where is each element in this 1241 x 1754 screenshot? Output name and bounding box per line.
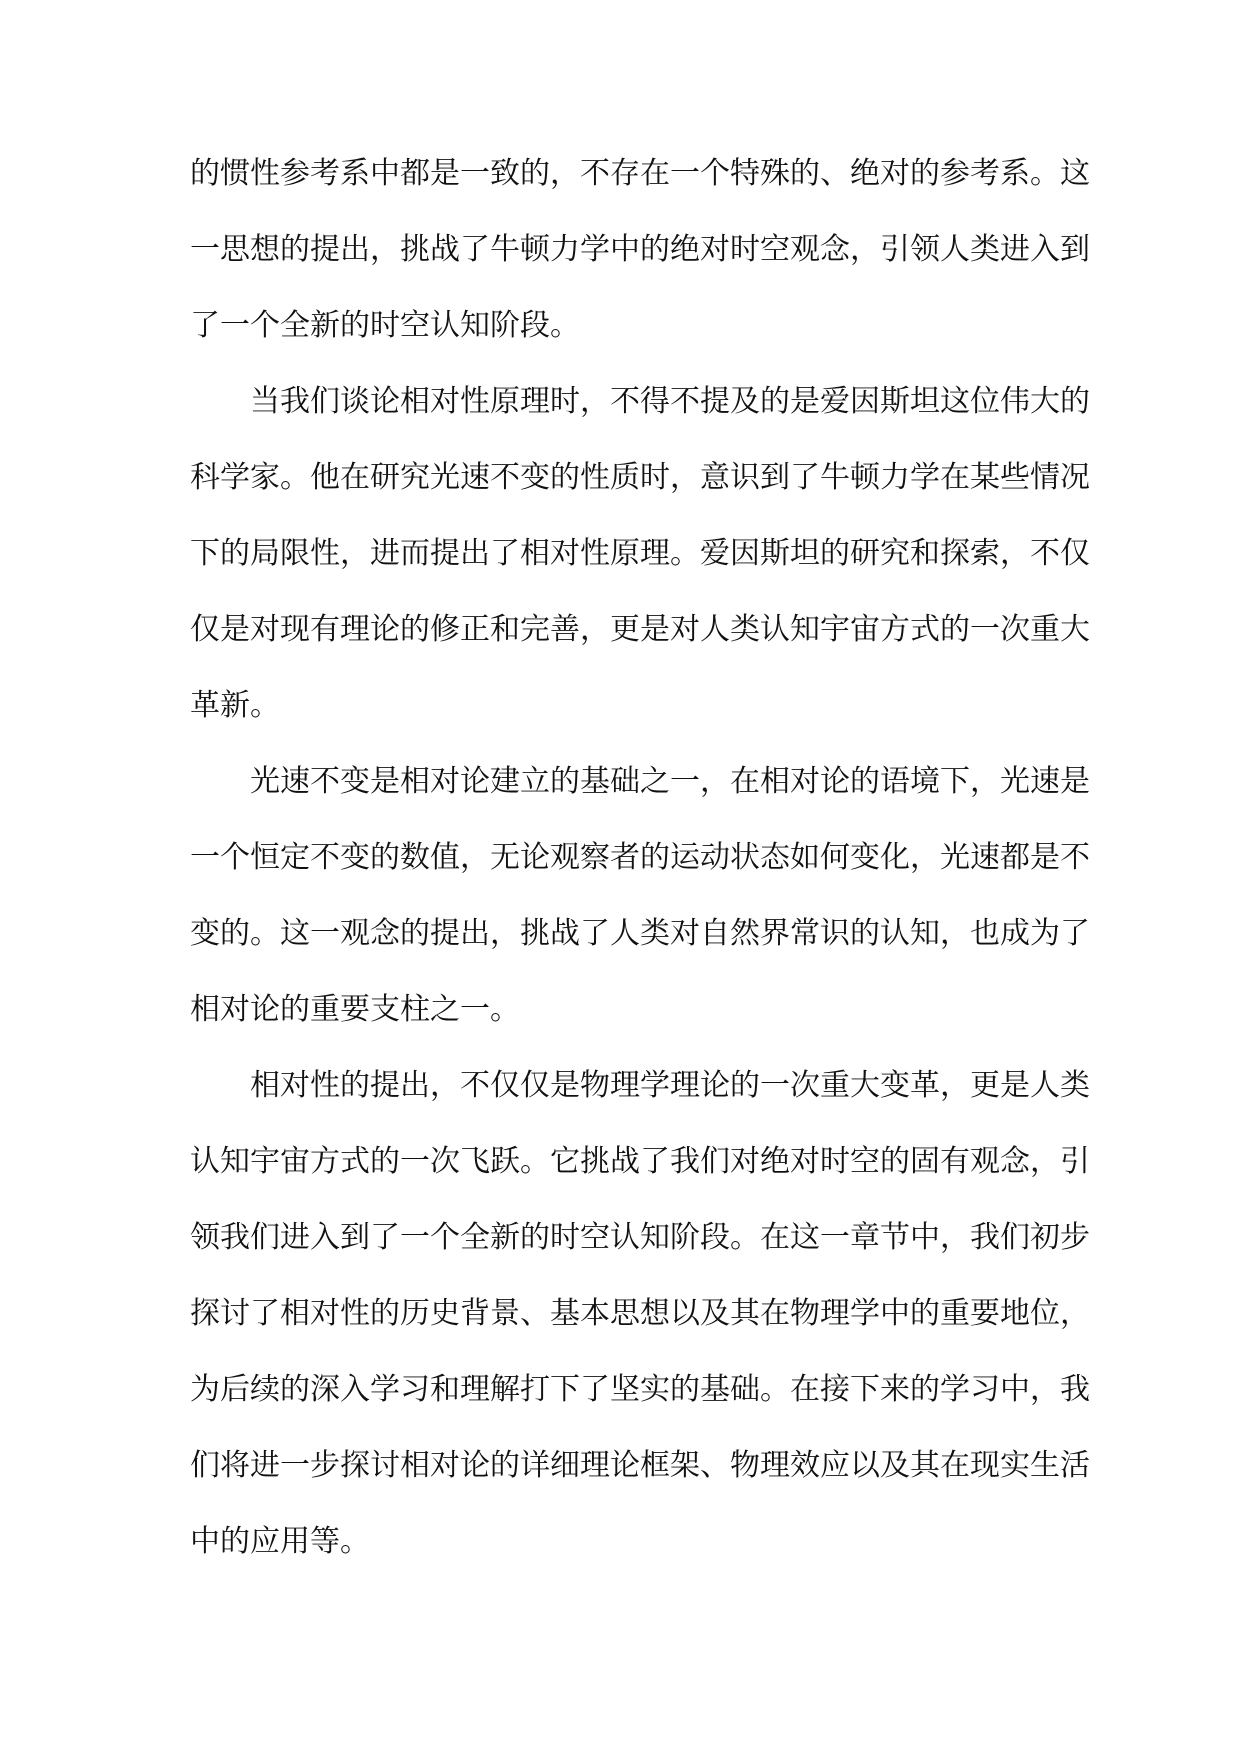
text-line: 科学家。他在研究光速不变的性质时，意识到了牛顿力学在某些情况 — [190, 460, 1090, 495]
paragraph — [190, 744, 1090, 1048]
text-line: 相对性的提出，不仅仅是物理学理论的一次重大变革，更是人类 — [250, 1068, 1090, 1103]
text-line: 下的局限性，进而提出了相对性原理。爱因斯坦的研究和探索，不仅 — [190, 536, 1090, 571]
text-line: 为后续的深入学习和理解打下了坚实的基础。在接下来的学习中，我 — [190, 1372, 1090, 1407]
paragraph — [190, 1048, 1090, 1580]
text-line: 的惯性参考系中都是一致的，不存在一个特殊的、绝对的参考系。这 — [190, 156, 1090, 191]
document-page — [190, 136, 1090, 1580]
text-line: 一思想的提出，挑战了牛顿力学中的绝对时空观念，引领人类进入到 — [190, 232, 1090, 267]
text-line: 革新。 — [190, 688, 280, 723]
text-line: 探讨了相对性的历史背景、基本思想以及其在物理学中的重要地位， — [190, 1296, 1090, 1331]
text-line: 领我们进入到了一个全新的时空认知阶段。在这一章节中，我们初步 — [190, 1220, 1090, 1255]
text-line: 中的应用等。 — [190, 1524, 370, 1559]
paragraph — [190, 364, 1090, 744]
text-line: 一个恒定不变的数值，无论观察者的运动状态如何变化，光速都是不 — [190, 840, 1090, 875]
text-line: 变的。这一观念的提出，挑战了人类对自然界常识的认知，也成为了 — [190, 916, 1090, 951]
text-line: 认知宇宙方式的一次飞跃。它挑战了我们对绝对时空的固有观念，引 — [190, 1144, 1090, 1179]
text-line: 了一个全新的时空认知阶段。 — [190, 308, 580, 343]
text-line: 当我们谈论相对性原理时，不得不提及的是爱因斯坦这位伟大的 — [250, 384, 1090, 419]
paragraph — [190, 136, 1090, 364]
text-line: 相对论的重要支柱之一。 — [190, 992, 520, 1027]
text-line: 仅是对现有理论的修正和完善，更是对人类认知宇宙方式的一次重大 — [190, 612, 1090, 647]
text-line: 光速不变是相对论建立的基础之一，在相对论的语境下，光速是 — [250, 764, 1090, 799]
text-line: 们将进一步探讨相对论的详细理论框架、物理效应以及其在现实生活 — [190, 1448, 1090, 1483]
